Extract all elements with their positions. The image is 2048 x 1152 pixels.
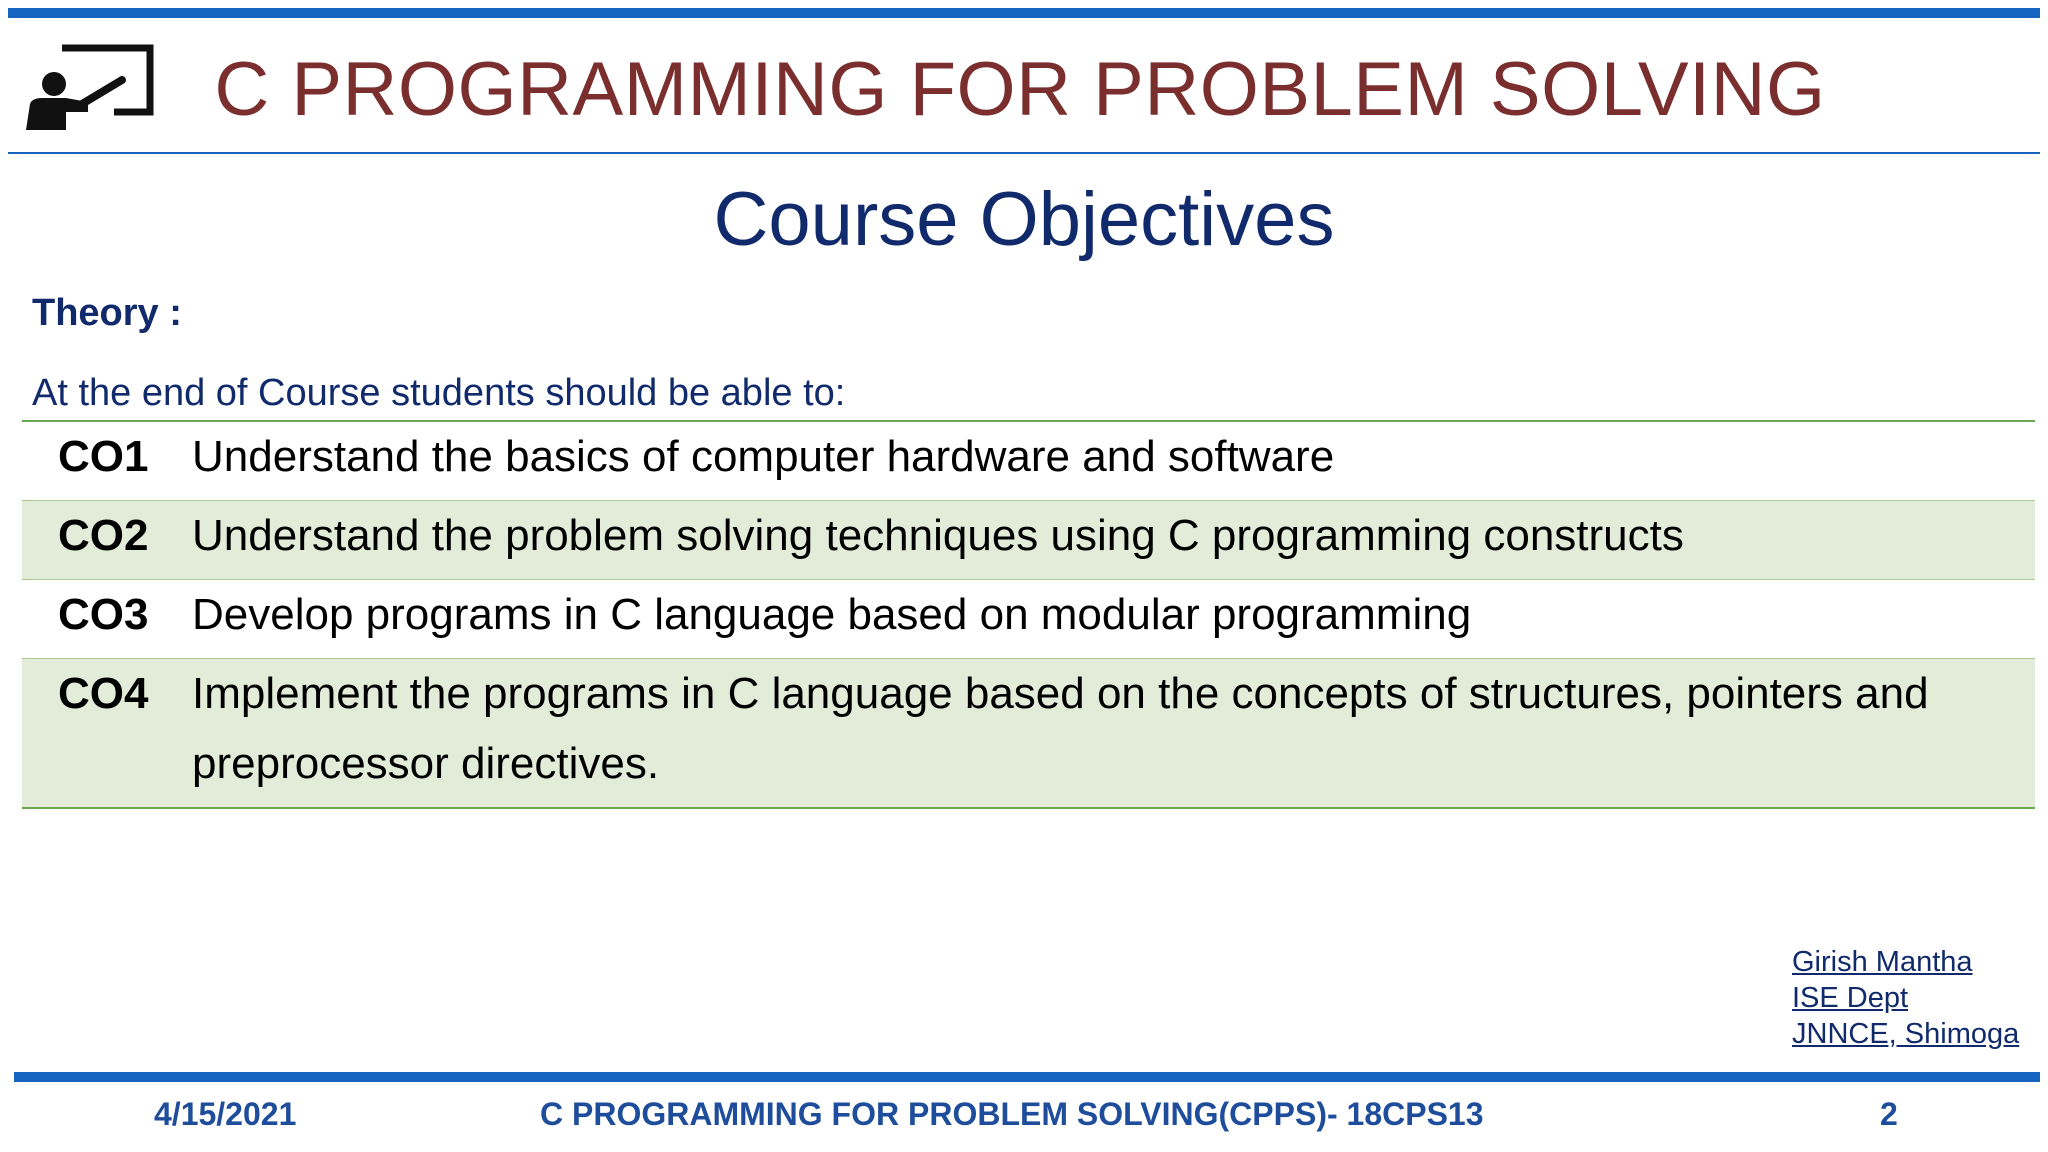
page-number: 2 xyxy=(1880,1096,1898,1132)
presenter-board-icon xyxy=(22,40,156,130)
author-block xyxy=(1792,944,2019,1052)
title-divider xyxy=(8,152,2040,154)
footer-course-title: C PROGRAMMING FOR PROBLEM SOLVING(CPPS)- 18CPS13 xyxy=(540,1096,1484,1132)
objectives-table xyxy=(22,420,2035,809)
objective-code: CO3 xyxy=(58,590,149,639)
objective-row xyxy=(22,579,2035,658)
top-accent-bar xyxy=(8,8,2040,18)
section-label: Theory : xyxy=(32,292,182,334)
footer-accent-bar xyxy=(14,1072,2040,1082)
author-dept-link[interactable]: ISE Dept xyxy=(1792,982,1909,1014)
objective-text: Understand the problem solving techniques using C programming constructs xyxy=(192,511,1684,560)
objective-row xyxy=(22,422,2035,500)
objective-code: CO4 xyxy=(58,669,149,718)
objective-code: CO1 xyxy=(58,432,149,481)
author-name-link[interactable]: Girish Mantha xyxy=(1792,946,1973,978)
objective-row xyxy=(22,500,2035,579)
intro-text: At the end of Course students should be able to: xyxy=(32,372,846,414)
slide-subtitle: Course Objectives xyxy=(713,177,1335,262)
objective-code: CO2 xyxy=(58,511,149,560)
objective-row xyxy=(22,658,2035,807)
objective-text: Implement the programs in C language based on the concepts of structures, pointers and preprocessor directives. xyxy=(192,669,1929,788)
objective-text: Understand the basics of computer hardware and software xyxy=(192,432,1335,481)
author-institute-link[interactable]: JNNCE, Shimoga xyxy=(1792,1018,2020,1050)
slide-title: C PROGRAMMING FOR PROBLEM SOLVING xyxy=(214,47,1826,132)
objective-text: Develop programs in C language based on modular programming xyxy=(192,590,1472,639)
footer-date: 4/15/2021 xyxy=(154,1096,297,1132)
